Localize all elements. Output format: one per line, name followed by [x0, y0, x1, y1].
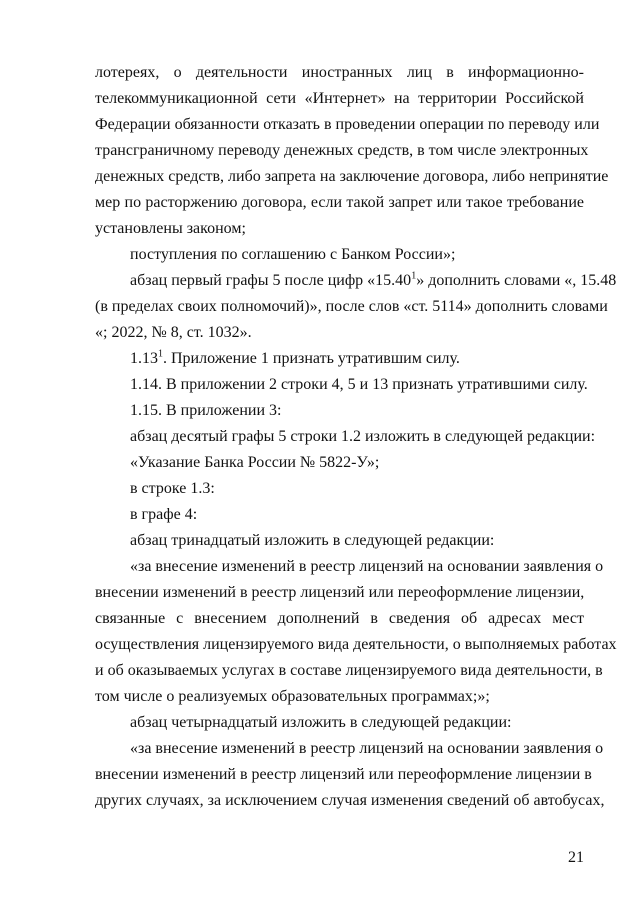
- text-line: [130, 268, 617, 294]
- text-line: «; 2022, № 8, ст. 1032».: [95, 324, 252, 341]
- text-line: поступления по соглашению с Банком России»;: [130, 246, 456, 263]
- text-line: внесении изменений в реестр лицензий или переоформление лицензии,: [95, 584, 585, 601]
- text-line: (в пределах своих полномочий)», после слов «ст. 5114» дополнить словами: [95, 298, 608, 315]
- text-line: том числе о реализуемых образовательных программах;»;: [95, 688, 490, 705]
- text-line: телекоммуникационной сети «Интернет» на территории Российской: [95, 90, 584, 107]
- text-fragment: » дополнить словами «, 15.48: [416, 272, 617, 289]
- text-line: в графе 4:: [130, 506, 198, 523]
- text-line: осуществления лицензируемого вида деятельности, о выполняемых работах: [95, 636, 617, 653]
- superscript: 1: [158, 348, 163, 360]
- text-fragment: 1.13: [130, 350, 158, 367]
- text-line: других случаях, за исключением случая изменения сведений об автобусах,: [95, 792, 605, 809]
- text-line: связанные с внесением дополнений в сведения об адресах мест: [95, 610, 584, 627]
- text-line: «Указание Банка России № 5822-У»;: [130, 454, 380, 471]
- text-line: установлены законом;: [95, 220, 246, 237]
- text-line: 1.15. В приложении 3:: [130, 402, 282, 419]
- text-line: в строке 1.3:: [130, 480, 215, 497]
- text-line: абзац десятый графы 5 строки 1.2 изложить в следующей редакции:: [130, 428, 596, 445]
- text-line: [130, 346, 584, 372]
- page-number: 21: [568, 849, 584, 866]
- text-fragment: . Приложение 1 признать утратившим силу.: [163, 350, 460, 367]
- text-line: 1.14. В приложении 2 строки 4, 5 и 13 признать утратившими силу.: [130, 376, 588, 393]
- text-line: лотереях, о деятельности иностранных лиц в информационно-: [95, 64, 584, 81]
- text-line: внесении изменений в реестр лицензий или переоформление лицензии в: [95, 766, 592, 783]
- superscript: 1: [411, 270, 417, 282]
- text-line: «за внесение изменений в реестр лицензий на основании заявления о: [130, 740, 604, 757]
- text-line: трансграничному переводу денежных средств, в том числе электронных: [95, 142, 589, 159]
- text-fragment: абзац первый графы 5 после цифр «15.40: [130, 272, 412, 289]
- text-line: абзац тринадцатый изложить в следующей редакции:: [130, 532, 495, 549]
- text-line: «за внесение изменений в реестр лицензий на основании заявления о: [130, 558, 604, 575]
- text-line: и об оказываемых услугах в составе лицензируемого вида деятельности, в: [95, 662, 603, 679]
- text-line: мер по расторжению договора, если такой запрет или такое требование: [95, 194, 584, 211]
- text-line: абзац четырнадцатый изложить в следующей редакции:: [130, 714, 512, 731]
- text-line: Федерации обязанности отказать в проведении операции по переводу или: [95, 116, 600, 133]
- text-line: денежных средств, либо запрета на заключение договора, либо непринятие: [95, 168, 609, 185]
